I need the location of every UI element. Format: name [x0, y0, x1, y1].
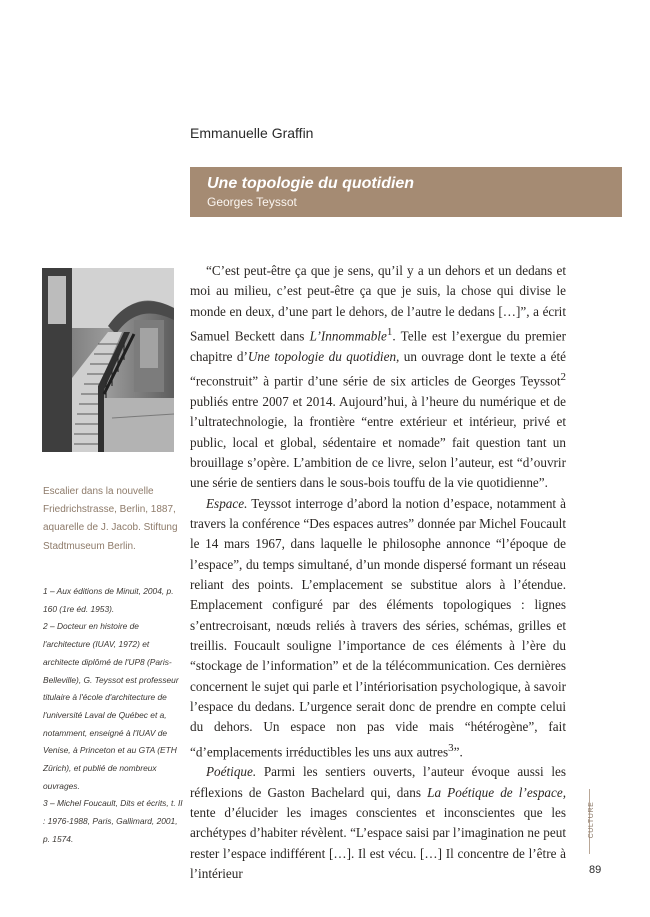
body-paragraph-3: Poétique. Parmi les sentiers ouverts, l’auteur évoque aussi les réflexions de Gaston Bachelard qui, dans La Poétique de l’espace, tente d’élucider les images conscientes et inconscientes que les archétypes d’habiter révèlent. “L’espace saisi par l’imagination ne peut rester l’espace indifférent […]. Il est vécu. […] Il concentre de l’être à l’intérieur: [190, 764, 567, 882]
footnote-1: 1 – Aux éditions de Minuit, 2004, p. 160 (1re éd. 1953).: [43, 586, 174, 614]
title-band: [190, 167, 622, 217]
body-paragraph-2: Espace. Teyssot interroge d’abord la notion d’espace, notamment à travers la conférence “Des espaces autres” donnée par Michel Foucault le 14 mars 1967, dans laquelle le philosophe annonce “l’époque de l’espace”, du temps simultané, d’un monde dispersé formant un réseau reliant des points. L’emplacement se substitue alors à l’étendue. Emplacement configuré par des éléments topologiques : lignes s’entrecroisant, nœuds reliés à travers des séries, schémas, grilles et treillis. Foucault souligne l’importance de ces éléments à l’ère du “stockage de l’information” et de la télécommunication. Ces dernières concernent le sujet qui parle et l’intériorisation psychologique, à savoir l’espace du dedans. L’urgence serait donc de prendre en compte celui du dehors. Un espace non pas vide mais “hétérogène”, fait “d’emplacements irréductibles les uns aux autres$^3$”.: [190, 495, 566, 760]
footnote-3: 3 – Michel Foucault, Dits et écrits, t. II : 1976-1988, Paris, Gallimard, 2001, p. 1574.: [43, 798, 183, 844]
article-body: [190, 261, 567, 882]
book-title-innommable: L’Innommable: [309, 328, 387, 344]
footnote-ref-1: 1: [386, 326, 393, 339]
section-heading-espace: Espace.: [206, 495, 248, 511]
footnote-ref-2: 2: [560, 371, 566, 384]
section-heading-poetique: Poétique.: [206, 764, 257, 780]
article-title: Une topologie du quotidien: [207, 175, 415, 192]
author-name: Emmanuelle Graffin: [190, 125, 314, 141]
book-title-topologie: Une topologie du quotidien,: [247, 348, 400, 364]
footnotes: [43, 583, 185, 849]
image-caption: Escalier dans la nouvelle Friedrichstrasse, Berlin, 1887, aquarelle de J. Jacob. Stiftung Stadtmuseum Berlin.: [43, 486, 178, 552]
book-title-poetique: La Poétique de l’espace,: [427, 784, 567, 800]
staircase-watercolor-image: [42, 268, 174, 452]
footnote-ref-3: 3: [448, 741, 454, 754]
body-paragraph-1: “C’est peut-être ça que je sens, qu’il y a un dehors et un dedans et moi au milieu, c’est peut-être ça que je suis, la chose qui divise le monde en deux, d’une part le dehors, de l’autre le dedans […]”, a écrit Samuel Beckett dans L’Innommable$^1$. Telle est l’exergue du premier chapitre d’Une topologie du quotidien, un ouvrage dont le texte a été “reconstruit” à partir d’une série de six articles de Georges Teyssot$^2$ publiés entre 2007 et 2014. Aujourd’hui, à l’heure du numérique et de l’ultratechnologie, la frontière “entre extérieur et intérieur, privé et public, local et global, sédentaire et nomade” fait question tant un brouillage s’opère. L’ambition de ce livre, selon l’auteur, est “d’ouvrir une série de sentiers dans le sous-bois touffu de la vie quotidienne”.: [190, 263, 566, 491]
footnote-2: 2 – Docteur en histoire de l'architecture (IUAV, 1972) et architecte diplômé de l'UP8 (Paris-Belleville), G. Teyssot est professeur titulaire à l'école d'architecture de l'université Laval de Québec et a, notamment, enseigné à l'IUAV de Venise, à Princeton et au GTA (ETH Zürich), et publié de nombreux ouvrages.: [43, 621, 179, 791]
page-number: 89: [589, 864, 602, 876]
section-label: CULTURE: [587, 801, 595, 839]
article-subtitle: Georges Teyssot: [207, 195, 297, 209]
